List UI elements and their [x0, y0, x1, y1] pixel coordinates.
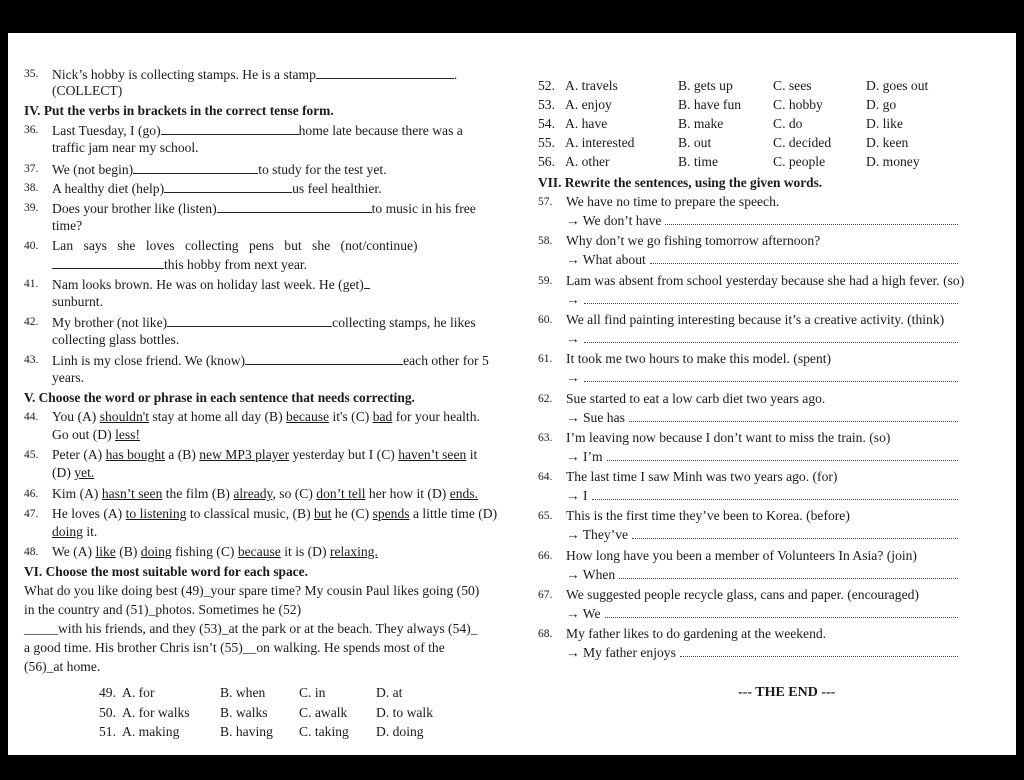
text-segment: Sue started to eat a low carb diet two years ago. [566, 390, 826, 406]
text-segment: because [237, 544, 281, 559]
text-segment: _____with his friends, and they (53)_at the park or at the beach. They always (54)_ [24, 621, 478, 636]
text-segment: don’t tell [316, 486, 366, 501]
answer-blank[interactable] [584, 292, 958, 304]
question-35-cont: (COLLECT) [52, 83, 123, 98]
text-segment[interactable]: D. goes out [866, 78, 929, 93]
text-segment[interactable]: C. sees [773, 78, 812, 93]
text-segment: a little time (D) [409, 506, 498, 521]
text-segment: 51. [99, 724, 116, 739]
answer-blank[interactable] [619, 567, 958, 579]
text-segment: → What about [566, 252, 646, 268]
text-segment: this hobby from next year. [164, 257, 308, 272]
text-segment: 63. [538, 431, 553, 444]
text-segment: 49. [99, 685, 116, 700]
text-segment: he (C) [331, 506, 373, 521]
text-segment[interactable]: A. interested [565, 135, 635, 150]
text-segment: yet. [74, 465, 95, 480]
text-segment: I’m leaving now because I don’t want to miss the train. (so) [566, 429, 891, 445]
text-segment: yesterday but I (C) [289, 447, 399, 462]
text-segment: 36. [24, 124, 39, 136]
text-segment: stay at home all day (B) [149, 409, 287, 424]
text-segment: for your health. [392, 409, 480, 424]
text-segment: → They’ve [566, 527, 629, 543]
text-segment[interactable]: D. money [866, 154, 920, 169]
text-segment: → [566, 330, 580, 346]
text-segment[interactable]: C. hobby [773, 97, 823, 112]
text-segment: . [453, 67, 458, 82]
answer-blank[interactable] [52, 256, 164, 269]
text-segment: It took me two hours to make this model. (spent) [566, 351, 832, 367]
text-segment: 60. [538, 313, 553, 326]
text-segment[interactable]: D. doing [376, 724, 424, 739]
text-segment: 62. [538, 392, 553, 405]
text-segment: → When [566, 566, 616, 582]
text-segment: to music in his free [371, 201, 476, 216]
answer-blank[interactable] [133, 161, 258, 174]
text-segment: shouldn't [99, 409, 149, 424]
text-segment: to study for the test yet. [258, 162, 387, 177]
text-segment: Nick’s hobby is collecting stamps. He is a stamp [52, 67, 316, 82]
text-segment: the film (B) [162, 486, 234, 501]
text-segment: 54. [538, 116, 555, 131]
text-segment[interactable]: C. decided [773, 135, 832, 150]
text-segment: → I [566, 488, 588, 504]
text-segment: a good time. His brother Chris isn’t (55)__on walking. He spends most of the [24, 640, 445, 655]
text-segment: Lan says she loves collecting pens but she (not/continue) [52, 238, 418, 253]
text-segment: each other for 5 [403, 353, 489, 368]
text-segment: → I’m [566, 448, 603, 464]
text-segment: 48. [24, 546, 39, 558]
text-segment[interactable]: B. when [220, 685, 266, 700]
text-segment[interactable]: B. having [220, 724, 273, 739]
question-36-cont: traffic jam near my school. [52, 140, 199, 155]
text-segment[interactable]: D. keen [866, 135, 909, 150]
text-segment: 46. [24, 488, 39, 500]
text-segment: new MP3 player [199, 447, 290, 462]
text-segment: 59. [538, 274, 553, 287]
text-segment[interactable]: B. time [678, 154, 719, 169]
text-segment: 44. [24, 411, 39, 423]
text-segment[interactable]: B. walks [220, 705, 268, 720]
text-segment: → [566, 370, 580, 386]
text-segment[interactable]: A. other [565, 154, 610, 169]
text-segment: → We [566, 606, 601, 621]
text-segment: A healthy diet (help) [52, 181, 165, 196]
text-segment: 57. [538, 196, 553, 208]
text-segment[interactable]: B. make [678, 116, 724, 131]
text-segment: 47. [24, 508, 39, 520]
text-segment[interactable]: B. out [678, 135, 712, 150]
text-segment: 67. [538, 589, 553, 601]
answer-blank[interactable] [164, 180, 292, 193]
text-segment: fishing (C) [171, 544, 238, 559]
text-segment[interactable]: C. do [773, 116, 803, 131]
text-segment: doing [52, 524, 83, 539]
answer-blank[interactable] [680, 645, 958, 657]
text-segment: 52. [538, 78, 555, 93]
text-segment: but [314, 506, 332, 521]
text-segment: → [566, 291, 580, 307]
text-segment: We suggested people recycle glass, cans and paper. (encouraged) [566, 587, 919, 602]
text-segment: already [233, 486, 273, 501]
the-end-label: --- THE END --- [738, 685, 836, 700]
text-segment: less! [115, 427, 140, 442]
text-segment: 38. [24, 182, 39, 194]
answer-blank[interactable] [650, 252, 958, 264]
text-segment: 53. [538, 97, 555, 112]
text-segment: doing [140, 544, 172, 559]
text-segment[interactable]: D. go [866, 97, 897, 112]
text-segment: it [466, 447, 478, 462]
text-segment[interactable]: A. for walks [122, 705, 190, 720]
text-segment: it's (C) [329, 409, 373, 424]
text-segment: Nam looks brown. He was on holiday last week. He (get) [52, 277, 364, 292]
text-segment[interactable]: A. travels [565, 78, 618, 93]
text-segment: 61. [538, 353, 553, 366]
text-segment: Does your brother like (listen) [52, 201, 217, 216]
text-segment: home late because there was a [298, 123, 463, 138]
text-segment: , so (C) [272, 486, 317, 501]
text-segment: because [286, 409, 330, 424]
text-segment: 37. [24, 163, 39, 175]
text-segment: relaxing. [329, 544, 378, 559]
text-segment[interactable]: C. awalk [299, 705, 348, 720]
answer-blank[interactable] [592, 488, 958, 500]
text-segment: hasn’t seen [101, 486, 163, 501]
text-segment: 50. [99, 705, 116, 720]
text-segment: What do you like doing best (49)_your spare time? My cousin Paul likes going (50) [24, 583, 480, 598]
text-segment: 41. [24, 278, 39, 290]
text-segment: Why don’t we go fishing tomorrow afternoon? [566, 233, 821, 249]
text-segment: collecting stamps, he likes [332, 315, 476, 330]
text-segment[interactable]: B. gets up [678, 78, 733, 93]
text-segment: → We don’t have [566, 213, 662, 228]
answer-blank[interactable] [665, 213, 958, 225]
answer-blank[interactable] [161, 122, 299, 135]
text-segment: 58. [538, 235, 553, 248]
text-segment[interactable]: D. at [376, 685, 403, 700]
text-segment: → Sue has [566, 409, 625, 425]
answer-blank[interactable] [632, 527, 958, 539]
text-segment: bad [372, 409, 393, 424]
text-segment: 45. [24, 449, 39, 461]
text-segment[interactable]: C. in [299, 685, 326, 700]
text-segment: haven’t seen [398, 447, 467, 462]
section-vii-heading: VII. Rewrite the sentences, using the given words. [538, 175, 823, 190]
text-segment: spends [372, 506, 410, 521]
text-segment: My brother (not like) [52, 315, 168, 330]
text-segment: 42. [24, 316, 39, 328]
text-segment: it. [82, 524, 98, 539]
text-segment: You (A) [52, 409, 100, 424]
text-segment: Kim (A) [52, 486, 102, 501]
text-segment[interactable]: D. to walk [376, 705, 434, 720]
text-segment: 64. [538, 471, 553, 484]
question-43-cont: years. [52, 370, 85, 385]
text-segment: 43. [24, 354, 39, 366]
text-segment: it is (D) [280, 544, 330, 559]
text-segment: in the country and (51)_photos. Sometimes he (52) [24, 602, 302, 617]
text-segment[interactable]: A. for [122, 685, 155, 700]
text-segment: We have no time to prepare the speech. [566, 194, 780, 209]
text-segment: (B) [115, 544, 141, 559]
text-segment: We (A) [52, 544, 96, 559]
text-segment: 56. [538, 154, 555, 169]
text-segment: 55. [538, 135, 555, 150]
text-segment: 40. [24, 240, 39, 252]
text-segment: 68. [538, 628, 553, 641]
text-segment: to listening [125, 506, 187, 521]
text-segment: 66. [538, 549, 553, 562]
text-segment: like [95, 544, 116, 559]
answer-blank[interactable] [607, 449, 958, 461]
answer-blank[interactable] [316, 66, 454, 79]
text-segment[interactable]: D. like [866, 116, 903, 131]
text-segment: Last Tuesday, I (go) [52, 123, 161, 138]
answer-blank[interactable] [217, 200, 372, 213]
text-segment[interactable]: A. enjoy [565, 97, 612, 112]
text-segment: ends. [449, 486, 479, 501]
answer-blank[interactable] [584, 331, 958, 343]
worksheet-page [8, 33, 1016, 755]
text-segment: a (B) [164, 447, 200, 462]
text-segment[interactable]: B. have fun [678, 97, 742, 112]
text-segment: (56)_at home. [24, 659, 101, 674]
text-segment: 65. [538, 510, 553, 523]
section-iv-heading: IV. Put the verbs in brackets in the correct tense form. [24, 103, 334, 118]
section-vi-heading: VI. Choose the most suitable word for each space. [24, 564, 308, 579]
text-segment: 39. [24, 202, 39, 214]
text-segment: Go out (D) [52, 427, 116, 442]
text-segment: This is the first time they’ve been to Korea. (before) [566, 508, 850, 524]
answer-blank[interactable] [629, 410, 958, 422]
text-segment[interactable]: C. taking [299, 724, 349, 739]
text-segment: has bought [105, 447, 165, 462]
text-segment[interactable]: A. have [565, 116, 608, 131]
answer-blank[interactable] [584, 370, 958, 382]
answer-blank[interactable] [605, 606, 958, 618]
text-segment: → My father enjoys [566, 645, 676, 661]
text-segment: My father likes to do gardening at the weekend. [566, 626, 827, 642]
text-segment: The last time I saw Minh was two years ago. (for) [566, 469, 838, 485]
text-segment[interactable]: A. making [122, 724, 180, 739]
text-segment: Peter (A) [52, 447, 106, 462]
answer-blank[interactable] [167, 314, 332, 327]
section-v-heading: V. Choose the word or phrase in each sentence that needs correcting. [24, 390, 415, 405]
question-41-cont: sunburnt. [52, 294, 103, 309]
answer-blank[interactable] [245, 352, 403, 365]
text-segment: Lam was absent from school yesterday because she had a high fever. (so) [566, 272, 965, 288]
question-39-cont: time? [52, 218, 83, 233]
answer-blank[interactable] [364, 276, 370, 289]
text-segment: (D) [52, 465, 75, 480]
text-segment: us feel healthier. [292, 181, 382, 196]
text-segment: We all find painting interesting because it’s a creative activity. (think) [566, 311, 945, 327]
text-segment[interactable]: C. people [773, 154, 826, 169]
text-segment: her how it (D) [365, 486, 450, 501]
question-42-cont: collecting glass bottles. [52, 332, 180, 347]
text-segment: to classical music, (B) [186, 506, 315, 521]
text-segment: 35. [24, 68, 39, 80]
text-segment: We (not begin) [52, 162, 134, 177]
text-segment: Linh is my close friend. We (know) [52, 353, 246, 368]
text-segment: He loves (A) [52, 506, 126, 521]
text-segment: How long have you been a member of Volunteers In Asia? (join) [566, 547, 917, 563]
